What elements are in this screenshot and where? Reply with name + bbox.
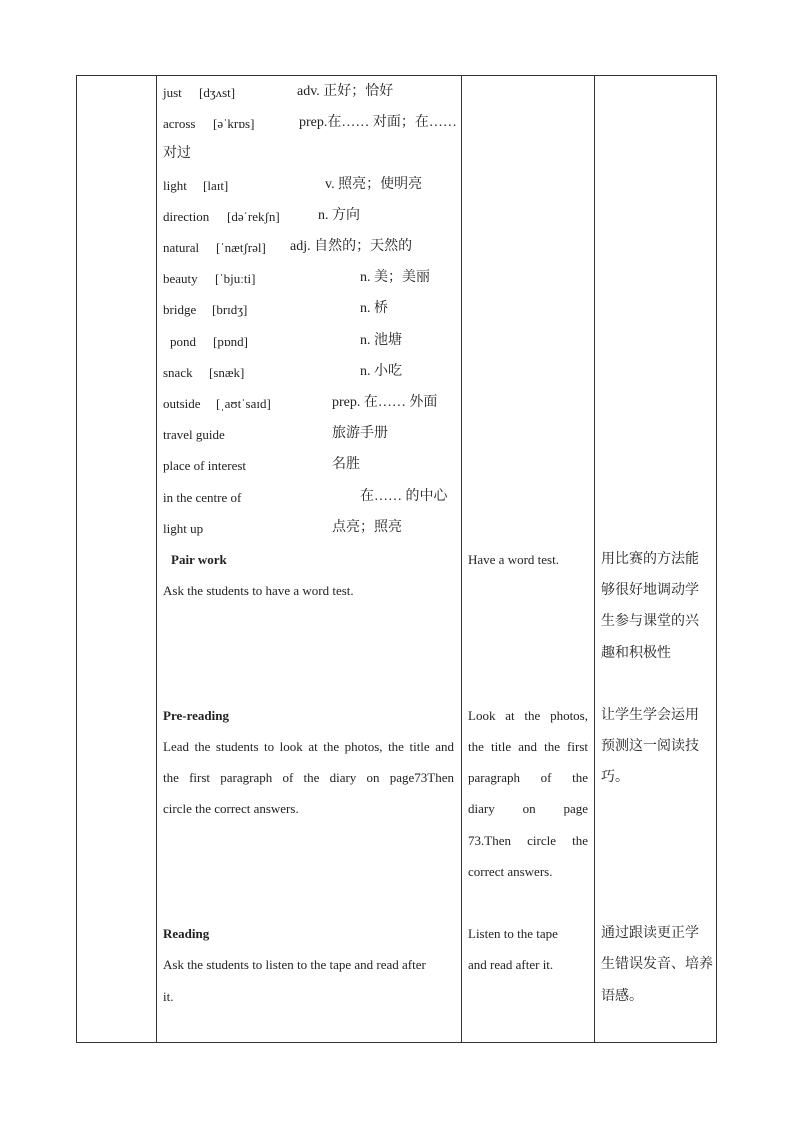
vocab-meaning: prep.在…… 对面；在…… bbox=[299, 115, 457, 130]
pre-reading-purpose: 巧。 bbox=[601, 770, 629, 785]
pair-work-purpose: 用比赛的方法能 bbox=[601, 552, 699, 567]
vocab-phonetic: [dʒʌst] bbox=[199, 85, 236, 100]
pre-reading-student-activity: diary on page bbox=[468, 801, 588, 816]
column-divider-1 bbox=[156, 76, 157, 1042]
pre-reading-teacher-activity: the first paragraph of the diary on page73Then bbox=[163, 770, 454, 785]
vocab-word: direction bbox=[163, 209, 210, 224]
vocab-word: beauty bbox=[163, 271, 198, 286]
pre-reading-student-activity: correct answers. bbox=[468, 864, 553, 879]
pre-reading-student-activity: paragraph of the bbox=[468, 770, 588, 785]
vocab-word: light bbox=[163, 178, 187, 193]
vocab-phonetic: [pɒnd] bbox=[213, 334, 248, 349]
vocab-meaning: adj. 自然的；天然的 bbox=[290, 239, 413, 254]
pair-work-student-activity: Have a word test. bbox=[468, 552, 559, 567]
vocab-phonetic: [ˌaʊtˈsaɪd] bbox=[216, 396, 271, 411]
vocab-meaning: 名胜 bbox=[332, 457, 360, 472]
vocab-phonetic: [ˈbjuːti] bbox=[215, 271, 256, 286]
vocab-phonetic: [dəˈrekʃn] bbox=[227, 209, 280, 224]
vocab-meaning: 在…… 的中心 bbox=[360, 489, 448, 504]
reading-purpose: 生错误发音、培养 bbox=[601, 957, 713, 972]
vocab-word: travel guide bbox=[163, 427, 225, 442]
vocab-phonetic: [ˈnætʃrəl] bbox=[216, 240, 266, 255]
vocab-meaning: v. 照亮；使明亮 bbox=[325, 177, 423, 192]
reading-heading: Reading bbox=[163, 926, 210, 941]
pre-reading-student-activity: Look at the photos, bbox=[468, 708, 588, 723]
vocab-meaning: prep. 在…… 外面 bbox=[332, 395, 438, 410]
vocab-meaning: n. 桥 bbox=[360, 301, 388, 316]
reading-purpose: 语感。 bbox=[601, 989, 643, 1004]
vocab-meaning: n. 小吃 bbox=[360, 364, 402, 379]
vocab-word: place of interest bbox=[163, 458, 247, 473]
reading-student-activity: and read after it. bbox=[468, 957, 554, 972]
vocab-meaning: 旅游手册 bbox=[332, 426, 388, 441]
pre-reading-heading: Pre-reading bbox=[163, 708, 229, 723]
vocab-word: across bbox=[163, 116, 196, 131]
pre-reading-student-activity: the title and the first bbox=[468, 739, 588, 754]
vocab-phonetic: [əˈkrɒs] bbox=[213, 116, 255, 131]
vocab-meaning: n. 方向 bbox=[318, 208, 360, 223]
vocab-word: pond bbox=[170, 334, 196, 349]
pre-reading-purpose: 预测这一阅读技 bbox=[601, 739, 699, 754]
reading-teacher-activity: it. bbox=[163, 989, 174, 1004]
vocab-word: light up bbox=[163, 521, 204, 536]
vocab-word: bridge bbox=[163, 302, 197, 317]
pair-work-teacher-activity: Ask the students to have a word test. bbox=[163, 583, 354, 598]
vocab-phonetic: [brɪdʒ] bbox=[212, 302, 248, 317]
pre-reading-student-activity: 73.Then circle the bbox=[468, 833, 588, 848]
vocab-meaning: 点亮；照亮 bbox=[332, 520, 402, 535]
vocab-meaning-continued: 对过 bbox=[163, 146, 191, 161]
reading-student-activity: Listen to the tape bbox=[468, 926, 558, 941]
vocab-word: just bbox=[163, 85, 182, 100]
pre-reading-purpose: 让学生学会运用 bbox=[601, 708, 699, 723]
pair-work-purpose: 生参与课堂的兴 bbox=[601, 614, 699, 629]
vocab-word: in the centre of bbox=[163, 490, 242, 505]
pair-work-heading: Pair work bbox=[171, 552, 227, 567]
vocab-meaning: n. 美；美丽 bbox=[360, 270, 430, 285]
pre-reading-teacher-activity: circle the correct answers. bbox=[163, 801, 299, 816]
vocab-word: outside bbox=[163, 396, 201, 411]
column-divider-2 bbox=[461, 76, 462, 1042]
vocab-phonetic: [laɪt] bbox=[203, 178, 229, 193]
vocab-phonetic: [snæk] bbox=[209, 365, 245, 380]
reading-purpose: 通过跟读更正学 bbox=[601, 926, 699, 941]
vocab-word: snack bbox=[163, 365, 193, 380]
reading-teacher-activity: Ask the students to listen to the tape and read after bbox=[163, 957, 426, 972]
pre-reading-teacher-activity: Lead the students to look at the photos, the title and bbox=[163, 739, 454, 754]
vocab-meaning: adv. 正好；恰好 bbox=[297, 84, 394, 99]
pair-work-purpose: 够很好地调动学 bbox=[601, 583, 699, 598]
pair-work-purpose: 趣和积极性 bbox=[601, 646, 671, 661]
column-divider-3 bbox=[594, 76, 595, 1042]
vocab-meaning: n. 池塘 bbox=[360, 333, 402, 348]
vocab-word: natural bbox=[163, 240, 200, 255]
